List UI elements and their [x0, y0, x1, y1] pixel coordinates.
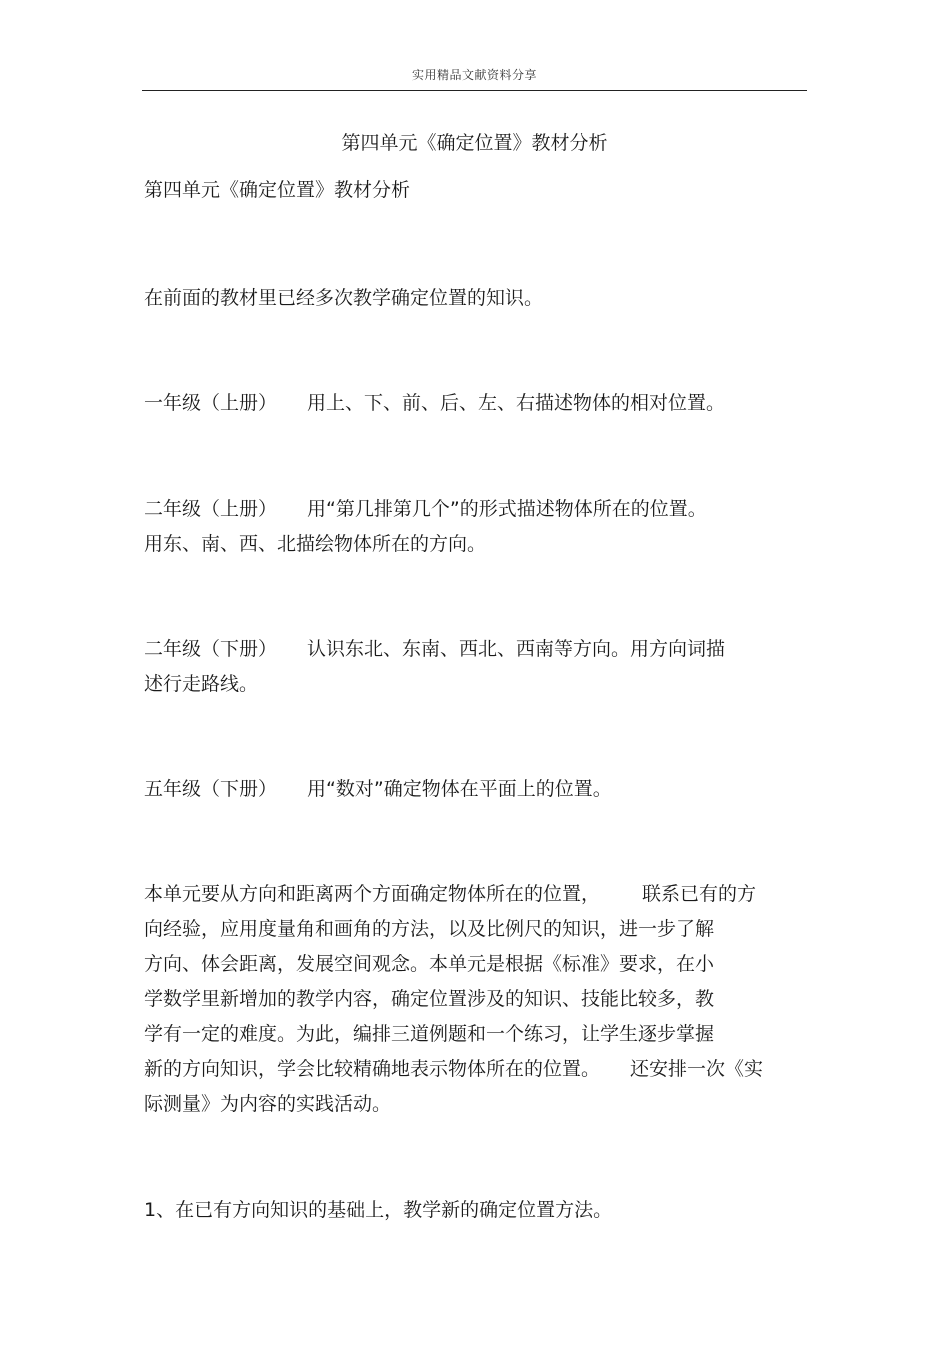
grade-description: 认识东北、东南、西北、西南等方向。用方向词描	[307, 638, 726, 660]
paragraph-line: 方向、体会距离，发展空间观念。本单元是根据《标准》要求，在小	[144, 953, 715, 975]
grade-entry-4	[144, 774, 612, 801]
grade-entry-1	[144, 388, 725, 415]
grade-entry-3-continued: 述行走路线。	[144, 673, 259, 695]
grade-entry-2	[144, 494, 707, 521]
grade-description: 用“数对”确定物体在平面上的位置。	[307, 778, 612, 800]
paragraph-line: 学有一定的难度。为此，编排三道例题和一个练习，让学生逐步掌握	[144, 1023, 715, 1045]
paragraph-line: 向经验，应用度量角和画角的方法，以及比例尺的知识，进一步了解	[144, 918, 715, 940]
paragraph-text: 本单元要从方向和距离两个方面确定物体所在的位置，	[144, 883, 601, 905]
numbered-point-1: 1、在已有方向知识的基础上，教学新的确定位置方法。	[144, 1199, 613, 1221]
grade-label: 二年级（下册）	[144, 638, 278, 660]
grade-description: 用“第几排第几个”的形式描述物体所在的位置。	[307, 498, 707, 520]
grade-description: 用上、下、前、后、左、右描述物体的相对位置。	[307, 392, 726, 414]
paragraph-text: 新的方向知识，学会比较精确地表示物体所在的位置。	[144, 1058, 601, 1080]
paragraph-line	[144, 1054, 763, 1081]
grade-label: 二年级（上册）	[144, 498, 278, 520]
paragraph-line: 学数学里新增加的教学内容，确定位置涉及的知识、技能比较多，教	[144, 988, 715, 1010]
document-subtitle: 第四单元《确定位置》教材分析	[144, 179, 411, 201]
grade-label: 五年级（下册）	[144, 778, 278, 800]
document-title: 第四单元《确定位置》教材分析	[341, 132, 608, 154]
paragraph-text: 还安排一次《实	[630, 1058, 764, 1080]
paragraph-text: 联系已有的方	[642, 883, 757, 905]
header-rule	[142, 90, 807, 91]
paragraph-line: 际测量》为内容的实践活动。	[144, 1093, 392, 1115]
paragraph-line	[144, 879, 756, 906]
grade-entry-3	[144, 634, 725, 661]
grade-entry-2-continued: 用东、南、西、北描绘物体所在的方向。	[144, 533, 487, 555]
page-header: 实用精品文献资料分享	[411, 68, 537, 82]
grade-label: 一年级（上册）	[144, 392, 278, 414]
intro-text: 在前面的教材里已经多次教学确定位置的知识。	[144, 287, 544, 309]
